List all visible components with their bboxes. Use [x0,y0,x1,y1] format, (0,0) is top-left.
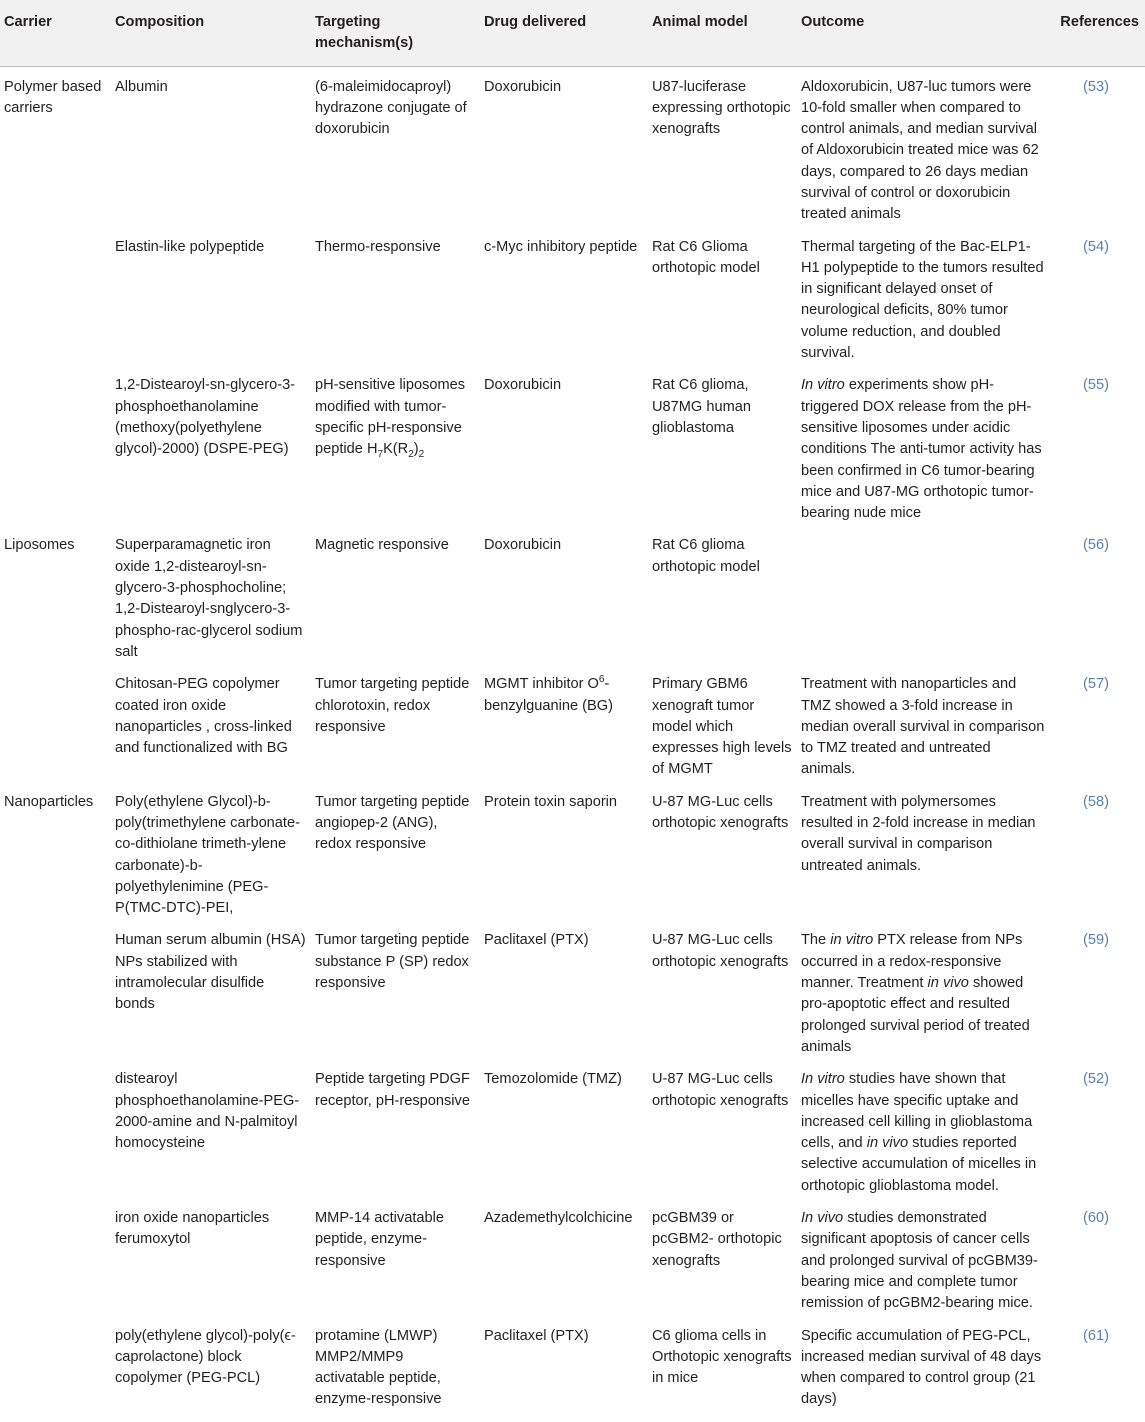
composition-cell: distearoyl phosphoethanolamine-PEG-2000-amine and N-palmitoyl homocysteine [115,1071,300,1152]
targeting-cell: Tumor targeting peptide chlorotoxin, redox responsive [315,676,470,735]
header-composition: Composition [111,0,311,66]
targeting-cell: Tumor targeting peptide substance P (SP) redox responsive [315,932,470,992]
carrier-cell [0,1208,111,1325]
drug-cell: Paclitaxel (PTX) [484,1327,589,1344]
model-cell: U-87 MG-Luc cells orthotopic xenografts [652,793,789,831]
drug-cell: Azademethylcolchicine [484,1210,633,1227]
model-cell: U-87 MG-Luc cells orthotopic xenografts [652,932,789,970]
header-outcome: Outcome [797,0,1051,66]
reference-link[interactable]: (52) [1083,1071,1109,1088]
header-references: References [1051,0,1145,66]
reference-cell [1051,930,1145,1069]
italic-term: In vitro [801,377,845,394]
outcome-cell: Treatment with polymersomes resulted in 2-fold increase in median overall survival in comparison untreated animals. [801,793,1036,874]
reference-link[interactable]: (61) [1083,1327,1109,1344]
table-row [0,375,1145,535]
table-header-row [0,0,1145,66]
targeting-cell: Thermo-responsive [315,238,441,255]
outcome-cell: In vitro experiments show pH-triggered DOX release from the pH-sensitive liposomes under acidic conditions The anti-tumor activity has been confirmed in C6 tumor-bearing mice and U87-MG orthotopic tumor-bearing nude mice [801,377,1042,522]
reference-link[interactable]: (53) [1083,78,1109,95]
carrier-cell: Liposomes [4,537,75,554]
italic-term: in vivo [927,975,969,992]
drug-cell: Paclitaxel (PTX) [484,932,589,949]
reference-link[interactable]: (57) [1083,676,1109,693]
drug-cell: Doxorubicin [484,377,562,394]
table-row [0,674,1145,791]
table-row [0,237,1145,376]
composition-cell: 1,2-Distearoyl-sn-glycero-3-phosphoethanolamine (methoxy(polyethylene glycol)-2000) (DSPE-PEG) [115,377,296,458]
model-cell: Primary GBM6 xenograft tumor model which expresses high levels of MGMT [652,676,792,778]
drug-cell: Doxorubicin [484,78,562,95]
italic-term: in vitro [830,932,874,949]
header-carrier: Carrier [0,0,111,66]
drug-cell: MGMT inhibitor $O^6$-benzylguanine (BG) [484,674,613,714]
table-row [0,792,1145,931]
carrier-cell [0,930,111,1069]
table-row [0,1069,1145,1208]
model-cell: U87-luciferase expressing orthotopic xenografts [652,78,791,138]
reference-cell [1051,535,1145,674]
model-cell: Rat C6 glioma, U87MG human glioblastoma [652,377,751,436]
targeting-cell: Tumor targeting peptide angiopep-2 (ANG), redox responsive [315,793,470,853]
carrier-cell [0,1069,111,1208]
model-cell: pcGBM39 or pcGBM2- orthotopic xenografts [652,1210,782,1269]
reference-link[interactable]: (56) [1083,537,1109,554]
targeting-cell: protamine (LMWP) MMP2/MMP9 activatable peptide, enzyme-responsive [315,1327,442,1408]
italic-term: In vivo [801,1210,844,1227]
reference-cell [1051,66,1145,237]
composition-cell: poly(ethylene glycol)-poly(ϵ-caprolactone) block copolymer (PEG-PCL) [115,1327,296,1387]
targeting-cell: MMP-14 activatable peptide, enzyme-responsive [315,1210,444,1269]
table-row [0,535,1145,674]
italic-term: in vivo [866,1135,909,1152]
composition-cell: Poly(ethylene Glycol)-b-poly(trimethylene carbonate-co-dithiolane trimeth-ylene carbonate)-b-polyethylenimine (PEG-P(TMC-DTC)-PEI, [115,793,300,917]
peptide-formula: $H_7K(R_2)_2$ [366,441,425,461]
header-animal-model: Animal model [648,0,797,66]
composition-cell: iron oxide nanoparticles ferumoxytol [115,1210,270,1248]
targeting-cell: Magnetic responsive [315,537,449,554]
targeting-text: pH-sensitive liposomes modified with tumor-specific pH-responsive peptide [315,377,466,458]
drug-cell: Doxorubicin [484,537,562,554]
carrier-cell [0,375,111,535]
header-drug-delivered: Drug delivered [480,0,648,66]
outcome-cell: Treatment with nanoparticles and TMZ showed a 3-fold increase in median overall survival in comparison to TMZ treated and untreated animals. [801,676,1045,778]
table-row [0,1208,1145,1325]
model-cell: C6 glioma cells in Orthotopic xenografts in mice [652,1327,792,1387]
outcome-cell: Thermal targeting of the Bac-ELP1-H1 polypeptide to the tumors resulted in significant delayed onset of neurological deficits, 80% tumor volume reduction, and doubled survival. [801,238,1044,362]
composition-cell: Chitosan-PEG copolymer coated iron oxide nanoparticles , cross-linked and functionalized with BG [115,676,292,757]
targeting-cell [311,375,480,535]
reference-cell [1051,1069,1145,1208]
header-targeting-mechanism: Targeting mechanism(s) [311,0,480,66]
composition-cell: Albumin [115,78,168,95]
drug-cell: Temozolomide (TMZ) [484,1071,622,1088]
carrier-cell: Polymer based carriers [4,78,102,116]
drug-cell: c-Myc inhibitory peptide [484,238,638,255]
model-cell: U-87 MG-Luc cells orthotopic xenografts [652,1071,789,1109]
outcome-cell: In vivo studies demonstrated significant apoptosis of cancer cells and prolonged survival of pcGBM39-bearing mice and complete tumor remission of pcGBM2-bearing mice. [801,1210,1038,1312]
reference-cell [1051,237,1145,376]
composition-cell: Elastin-like polypeptide [115,238,265,255]
targeting-cell: Peptide targeting PDGF receptor, pH-responsive [315,1071,470,1109]
carrier-cell [0,237,111,376]
outcome-cell [797,535,1051,674]
composition-cell: Superparamagnetic iron oxide 1,2-distearoyl-sn-glycero-3-phosphocholine; 1,2-Distearoyl-snglycero-3-phospho-rac-glycerol sodium salt [115,537,303,660]
carrier-cell [0,674,111,791]
outcome-cell: In vitro studies have shown that micelles have specific uptake and increased cell killing in glioblastoma cells, and in vivo studies reported selective accumulation of micelles in orthotopic glioblastoma model. [801,1071,1037,1194]
reference-cell [1051,792,1145,931]
reference-link[interactable]: (58) [1083,793,1109,810]
reference-cell [1051,1326,1145,1422]
table-row [0,930,1145,1069]
reference-link[interactable]: (54) [1083,238,1109,255]
reference-cell [1051,674,1145,791]
model-cell: Rat C6 glioma orthotopic model [652,537,760,575]
carrier-cell: Nanoparticles [4,793,94,810]
table-row [0,1326,1145,1422]
outcome-cell: The in vitro PTX release from NPs occurred in a redox-responsive manner. Treatment in vivo showed pro-apoptotic effect and resulted prolonged survival period of treated animals [801,932,1030,1055]
outcome-cell: Aldoxorubicin, U87-luc tumors were 10-fold smaller when compared to control animals, and median survival of Aldoxorubicin treated mice was 62 days, compared to 26 days median survival of control or doxorubicin treated animals [801,78,1039,223]
reference-cell [1051,1208,1145,1325]
table-row [0,66,1145,237]
italic-term: In vitro [801,1071,845,1088]
reference-link[interactable]: (59) [1083,932,1109,949]
outcome-cell: Specific accumulation of PEG-PCL, increased median survival of 48 days when compared to control group (21 days) [801,1327,1042,1408]
targeting-cell: (6-maleimidocaproyl) hydrazone conjugate of doxorubicin [315,78,467,138]
reference-cell [1051,375,1145,535]
model-cell: Rat C6 Glioma orthotopic model [652,238,760,276]
reference-link[interactable]: (60) [1083,1210,1109,1227]
reference-link[interactable]: (55) [1083,377,1109,394]
carrier-cell [0,1326,111,1422]
composition-cell: Human serum albumin (HSA) NPs stabilized with intramolecular disulfide bonds [115,932,306,1013]
drug-cell: Protein toxin saporin [484,793,618,810]
